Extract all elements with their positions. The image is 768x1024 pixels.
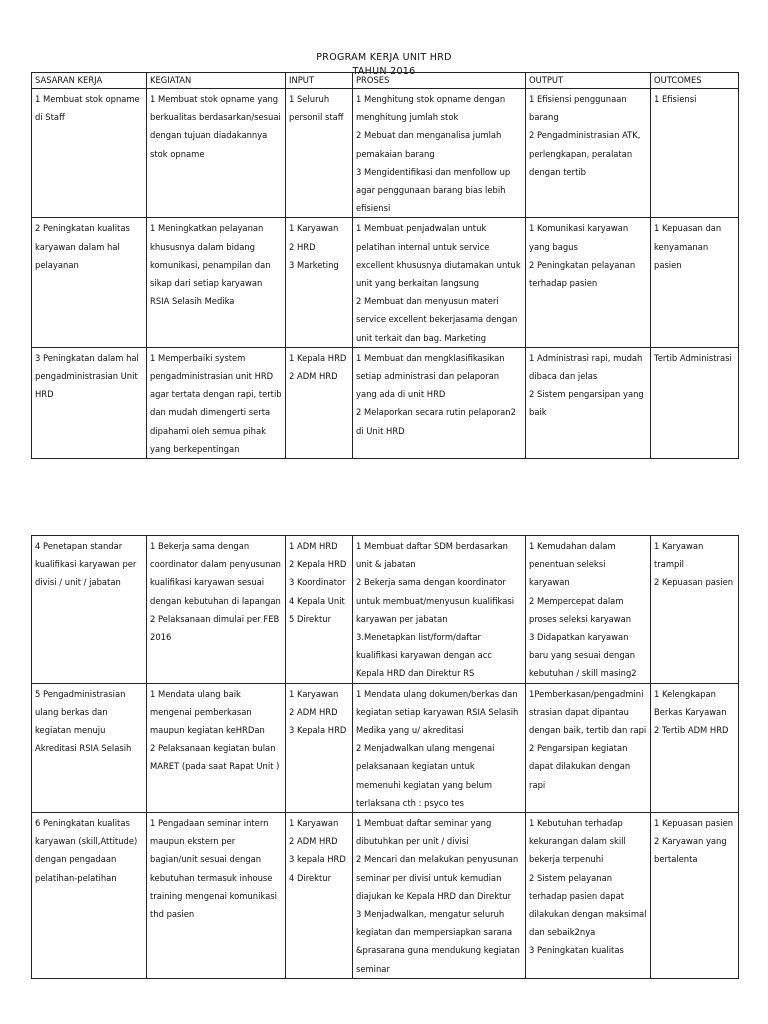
cell-text: 2 Mencari dan melakukan penyusunan seminar per divisi untuk kemudian diajukan ke Kepala HRD dan Direktur xyxy=(356,854,519,901)
cell-text: 1 Membuat dan mengklasifikasikan setiap administrasi dan pelaporan yang ada di unit HRD xyxy=(356,352,505,400)
cell-kegiatan xyxy=(147,89,286,218)
cell-text: 2 Mebuat dan menganalisa jumlah pemakaian barang xyxy=(356,130,502,159)
cell-text: 1 Kemudahan dalam penentuan seleksi karyawan xyxy=(529,541,616,588)
cell-text: 1 Mendata ulang baik mengenai pemberkasan maupun kegiatan keHRDan xyxy=(150,688,265,736)
cell-text: 2 Pelaksanaan dimulai per FEB 2016 xyxy=(150,613,280,643)
cell-text: 1 Karyawan xyxy=(289,688,339,699)
cell-text: 2 Bekerja sama dengan koordinator untuk membuat/menyusun kualifikasi karyawan per jabatan xyxy=(356,577,515,624)
cell-text: 2 Sistem pelayanan terhadap pasien dapat dilakukan dengan maksimal dan sebaik2nya xyxy=(529,872,647,938)
cell-input xyxy=(286,347,353,458)
cell-text: 3 Didapatkan karyawan baru yang sesuai dengan kebutuhan / skill masing2 xyxy=(529,632,637,679)
cell-text: 2 Karyawan yang bertalenta xyxy=(654,836,727,865)
cell-sasaran xyxy=(32,89,147,218)
cell-proses xyxy=(353,89,526,218)
column-header-outcomes: OUTCOMES xyxy=(651,73,739,89)
cell-text: 2 HRD xyxy=(289,241,316,252)
cell-text: 2 Menjadwalkan ulang mengenai pelaksanaan kegiatan untuk memenuhi kegiatan yang belum terlaksana cth : psyco tes xyxy=(356,743,495,808)
cell-output xyxy=(526,536,651,684)
cell-text: 3.Menetapkan list/form/daftar kualifikasi karyawan dengan acc Kepala HRD dan Direktur RS xyxy=(356,632,493,679)
cell-input xyxy=(286,813,353,979)
cell-text: 1 Memperbaiki system pengadministrasian unit HRD agar tertata dengan rapi, tertib dan mudah dimengerti serta dipahami oleh semua pihak yang berkepentingan xyxy=(150,352,282,454)
cell-output xyxy=(526,218,651,347)
cell-text: 1 Mendata ulang dokumen/berkas dan kegiatan setiap karyawan RSIA Selasih Medika yang u/ akreditasi xyxy=(356,688,519,736)
cell-text: 1 Pengadaan seminar intern maupun ekstern per bagian/unit sesuai dengan kebutuhan termasuk inhouse training mengenai komunikasi thd pasien xyxy=(150,818,277,920)
table-row xyxy=(32,683,739,812)
table-row xyxy=(32,347,739,458)
cell-outcomes xyxy=(651,813,739,979)
cell-text: 1 Kebutuhan terhadap kekurangan dalam skill bekerja terpenuhi xyxy=(529,818,626,865)
cell-text: 1 Membuat stok opname di Staff xyxy=(35,94,140,123)
cell-text: 2 Melaporkan secara rutin pelaporan2 di Unit HRD xyxy=(356,407,516,436)
cell-input xyxy=(286,683,353,812)
cell-sasaran xyxy=(32,813,147,979)
cell-input xyxy=(286,218,353,347)
document-subtitle: TAHUN 2016 xyxy=(352,66,416,77)
cell-text: 3 Peningkatan dalam hal pengadministrasian Unit HRD xyxy=(35,352,139,400)
cell-text: 2 ADM HRD xyxy=(289,836,338,847)
cell-proses xyxy=(353,218,526,347)
cell-text: 6 Peningkatan kualitas karyawan (skill,Attitude) dengan pengadaan pelatihan-pelatihan xyxy=(35,818,138,883)
cell-outcomes xyxy=(651,683,739,812)
table-row xyxy=(32,89,739,218)
cell-proses xyxy=(353,347,526,458)
cell-proses xyxy=(353,683,526,812)
cell-text: 3 Menjadwalkan, mengatur seluruh kegiatan dan mempersiapkan sarana &prasarana guna mendukung kegiatan seminar xyxy=(356,909,520,974)
cell-output xyxy=(526,89,651,218)
cell-output xyxy=(526,813,651,979)
cell-text: 1 Efisiensi penggunaan barang xyxy=(529,94,627,123)
cell-proses xyxy=(353,536,526,684)
cell-text: 1 Menghitung stok opname dengan menghitung jumlah stok xyxy=(356,94,506,123)
cell-text: 1 Seluruh personil staff xyxy=(289,94,344,123)
cell-text: 2 Peningkatan pelayanan terhadap pasien xyxy=(529,259,636,289)
cell-outcomes xyxy=(651,89,739,218)
cell-text: 4 Kepala Unit xyxy=(289,595,345,606)
cell-outcomes xyxy=(651,347,739,458)
cell-text: 1 Kepuasan pasien xyxy=(654,818,734,829)
cell-text: 2 Membuat dan menyusun materi service excellent bekerjasama dengan unit terkait dan bag. Marketing xyxy=(356,296,518,343)
cell-text: 1 Kepuasan dan kenyamanan pasien xyxy=(654,223,722,270)
document-title: PROGRAM KERJA UNIT HRD xyxy=(316,52,452,63)
cell-output xyxy=(526,683,651,812)
cell-outcomes xyxy=(651,218,739,347)
column-header-proses: PROSES xyxy=(353,73,526,89)
cell-output xyxy=(526,347,651,458)
cell-text: 3 Koordinator xyxy=(289,577,346,588)
cell-text: 2 Mempercepat dalam proses seleksi karyawan xyxy=(529,595,632,624)
cell-text: 2 Pengadministrasian ATK, perlengkapan, peralatan dengan tertib xyxy=(529,130,641,177)
cell-text: 1 Membuat penjadwalan untuk pelatihan internal untuk service excellent khususnya diutamakan untuk unit yang berkaitan langsung xyxy=(356,223,521,289)
cell-kegiatan xyxy=(147,813,286,979)
cell-text: 1 Kepala HRD xyxy=(289,352,347,363)
table-header-row xyxy=(32,73,739,89)
cell-text: Tertib Administrasi xyxy=(654,352,732,363)
cell-text: 1 Membuat daftar SDM berdasarkan unit & jabatan xyxy=(356,541,508,570)
cell-text: 4 Penetapan standar kualifikasi karyawan per divisi / unit / jabatan xyxy=(35,541,137,588)
cell-text: 1 Bekerja sama dengan coordinator dalam penyusunan kualifikasi karyawan sesuai dengan kebutuhan di lapangan xyxy=(150,541,281,606)
cell-text: 4 Direktur xyxy=(289,872,332,883)
work-program-table-2 xyxy=(31,535,739,979)
cell-input xyxy=(286,89,353,218)
cell-text: 2 Sistem pengarsipan yang baik xyxy=(529,389,644,418)
cell-text: 1 Efisiensi xyxy=(654,94,697,104)
cell-text: 1 ADM HRD xyxy=(289,541,338,551)
cell-text: 2 Kepala HRD xyxy=(289,559,347,570)
cell-kegiatan xyxy=(147,347,286,458)
cell-text: 2 Peningkatan kualitas karyawan dalam hal pelayanan xyxy=(35,223,130,270)
cell-text: 1 Karyawan trampil xyxy=(654,541,704,570)
cell-text: 1 Administrasi rapi, mudah dibaca dan jelas xyxy=(529,352,643,382)
cell-text: 2 Tertib ADM HRD xyxy=(654,725,729,736)
cell-text: 1 Karyawan xyxy=(289,818,339,829)
table-row xyxy=(32,813,739,979)
table-row xyxy=(32,536,739,684)
column-header-output: OUTPUT xyxy=(526,73,651,89)
cell-outcomes xyxy=(651,536,739,684)
cell-proses xyxy=(353,813,526,979)
cell-text: 1 Membuat daftar seminar yang dibutuhkan per unit / divisi xyxy=(356,818,492,847)
cell-sasaran xyxy=(32,536,147,684)
cell-sasaran xyxy=(32,347,147,458)
cell-sasaran xyxy=(32,218,147,347)
cell-text: 2 ADM HRD xyxy=(289,706,338,717)
cell-text: 1 Membuat stok opname yang berkualitas berdasarkan/sesuai dengan tujuan diadakannya stok opname xyxy=(150,94,281,159)
cell-text: 3 Peningkatan kualitas xyxy=(529,945,624,956)
cell-text: 3 kepala HRD xyxy=(289,854,346,865)
cell-text: 3 Marketing xyxy=(289,259,339,270)
column-header-input: INPUT xyxy=(286,73,353,89)
cell-kegiatan xyxy=(147,218,286,347)
cell-kegiatan xyxy=(147,683,286,812)
cell-text: 1 Komunikasi karyawan yang bagus xyxy=(529,223,629,252)
cell-input xyxy=(286,536,353,684)
cell-text: 1 Karyawan xyxy=(289,223,339,234)
cell-kegiatan xyxy=(147,536,286,684)
cell-text: 5 Direktur xyxy=(289,613,332,624)
column-header-kegiatan: KEGIATAN xyxy=(147,73,286,89)
cell-text: 2 Pengarsipan kegiatan dapat dilakukan dengan rapi xyxy=(529,743,631,790)
work-program-table-1 xyxy=(31,72,739,459)
table-row xyxy=(32,218,739,347)
cell-text: 1 Kelengkapan Berkas Karyawan xyxy=(654,688,727,717)
cell-text: 1Pemberkasan/pengadministrasian dapat dipantau dengan baik, tertib dan rapi xyxy=(529,688,647,736)
cell-text: 1 Meningkatkan pelayanan khususnya dalam bidang komunikasi, penampilan dan sikap dari setiap karyawan RSIA Selasih Medika xyxy=(150,223,271,307)
cell-text: 3 Kepala HRD xyxy=(289,725,347,736)
cell-sasaran xyxy=(32,683,147,812)
column-header-sasaran: SASARAN KERJA xyxy=(32,73,147,89)
cell-text: 3 Mengidentifikasi dan menfollow up agar penggunaan barang bias lebih efisiensi xyxy=(356,166,511,214)
cell-text: 2 ADM HRD xyxy=(289,371,338,382)
cell-text: 5 Pengadministrasian ulang berkas dan kegiatan menuju Akreditasi RSIA Selasih xyxy=(35,688,132,754)
cell-text: 2 Pelaksanaan kegiatan bulan MARET (pada saat Rapat Unit ) xyxy=(150,743,280,772)
cell-text: 2 Kepuasan pasien xyxy=(654,577,734,588)
